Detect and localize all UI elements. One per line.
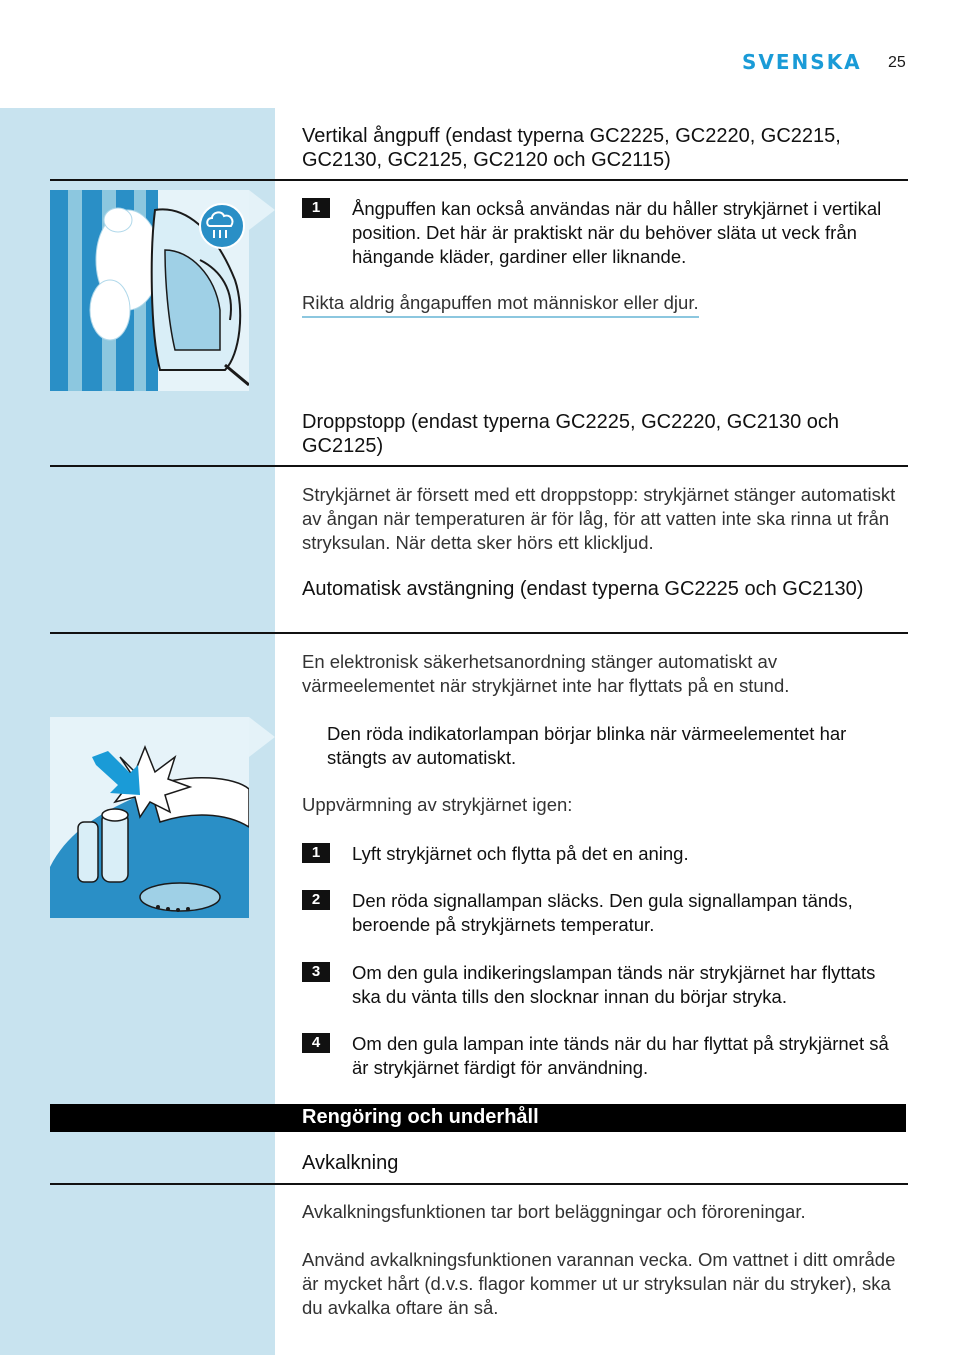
- step-number: 3: [302, 962, 330, 982]
- step-text: Den röda signallampan släcks. Den gula signallampan tänds, beroende på strykjärnets temperatur.: [352, 890, 853, 935]
- divider: [50, 1183, 908, 1185]
- reheat-step: [302, 1032, 908, 1080]
- illustration-pointer: [249, 190, 275, 230]
- step-number: 1: [302, 843, 330, 863]
- step-vertical-steam: [302, 197, 908, 269]
- reheat-step: [302, 842, 908, 866]
- descaling-body-2: Använd avkalkningsfunktionen varannan vecka. Om vattnet i ditt område är mycket hårt (d.v.s. flagor kommer ut ur stryksulan när du stryker), ska du avkalka oftare än så.: [302, 1249, 896, 1318]
- step-text: Om den gula lampan inte tänds när du har flyttat på strykjärnet så är strykjärnet färdigt för användning.: [352, 1033, 889, 1078]
- step-number: 4: [302, 1033, 330, 1053]
- divider: [50, 465, 908, 467]
- drip-stop-body: Strykjärnet är försett med ett droppstopp: strykjärnet stänger automatiskt av ångan när temperaturen är för låg, för att vatten inte ska rinna ut från stryksulan. När detta sker hörs ett klickljud.: [302, 484, 896, 553]
- subsection-title-descaling: Avkalkning: [302, 1152, 399, 1174]
- step-number: 2: [302, 890, 330, 910]
- divider: [50, 632, 908, 634]
- section-title-cleaning: Rengöring och underhåll: [302, 1106, 539, 1128]
- descaling-body-1: Avkalkningsfunktionen tar bort beläggningar och föroreningar.: [302, 1201, 806, 1222]
- reheat-step: [302, 889, 908, 937]
- step-text: Ångpuffen kan också användas när du håller strykjärnet i vertikal position. Det här är praktiskt när du behöver släta ut veck från hängande kläder, gardiner eller liknande.: [352, 198, 882, 267]
- language-label: SVENSKA: [742, 50, 862, 74]
- step-number: 1: [302, 198, 330, 218]
- indicator-note: Den röda indikatorlampan börjar blinka när värmeelementet har stängts av automatiskt.: [327, 723, 847, 768]
- page-number: 25: [888, 54, 906, 71]
- section-title-auto-off: Automatisk avstängning (endast typerna GC2225 och GC2130): [302, 578, 864, 600]
- warning-text: Rikta aldrig ångapuffen mot människor eller djur.: [302, 291, 699, 318]
- reheat-intro: Uppvärmning av strykjärnet igen:: [302, 794, 573, 815]
- section-title-drip-stop: Droppstopp (endast typerna GC2225, GC2220, GC2130 och GC2125): [302, 411, 839, 457]
- divider: [50, 179, 908, 181]
- section-title-vertical-steam: Vertikal ångpuff (endast typerna GC2225, GC2220, GC2215, GC2130, GC2125, GC2120 och GC2115): [302, 125, 841, 171]
- reheat-step: [302, 961, 908, 1009]
- illustration-vertical-steam: [50, 190, 249, 391]
- step-text: Om den gula indikeringslampan tänds när strykjärnet har flyttats ska du vänta tills den slocknar innan du börjar stryka.: [352, 962, 876, 1007]
- auto-off-body: En elektronisk säkerhetsanordning stänger automatiskt av värmeelementet när strykjärnet inte har flyttats på en stund.: [302, 651, 790, 696]
- illustration-auto-off: [50, 717, 249, 918]
- illustration-pointer: [249, 717, 275, 757]
- step-text: Lyft strykjärnet och flytta på det en aning.: [352, 843, 689, 864]
